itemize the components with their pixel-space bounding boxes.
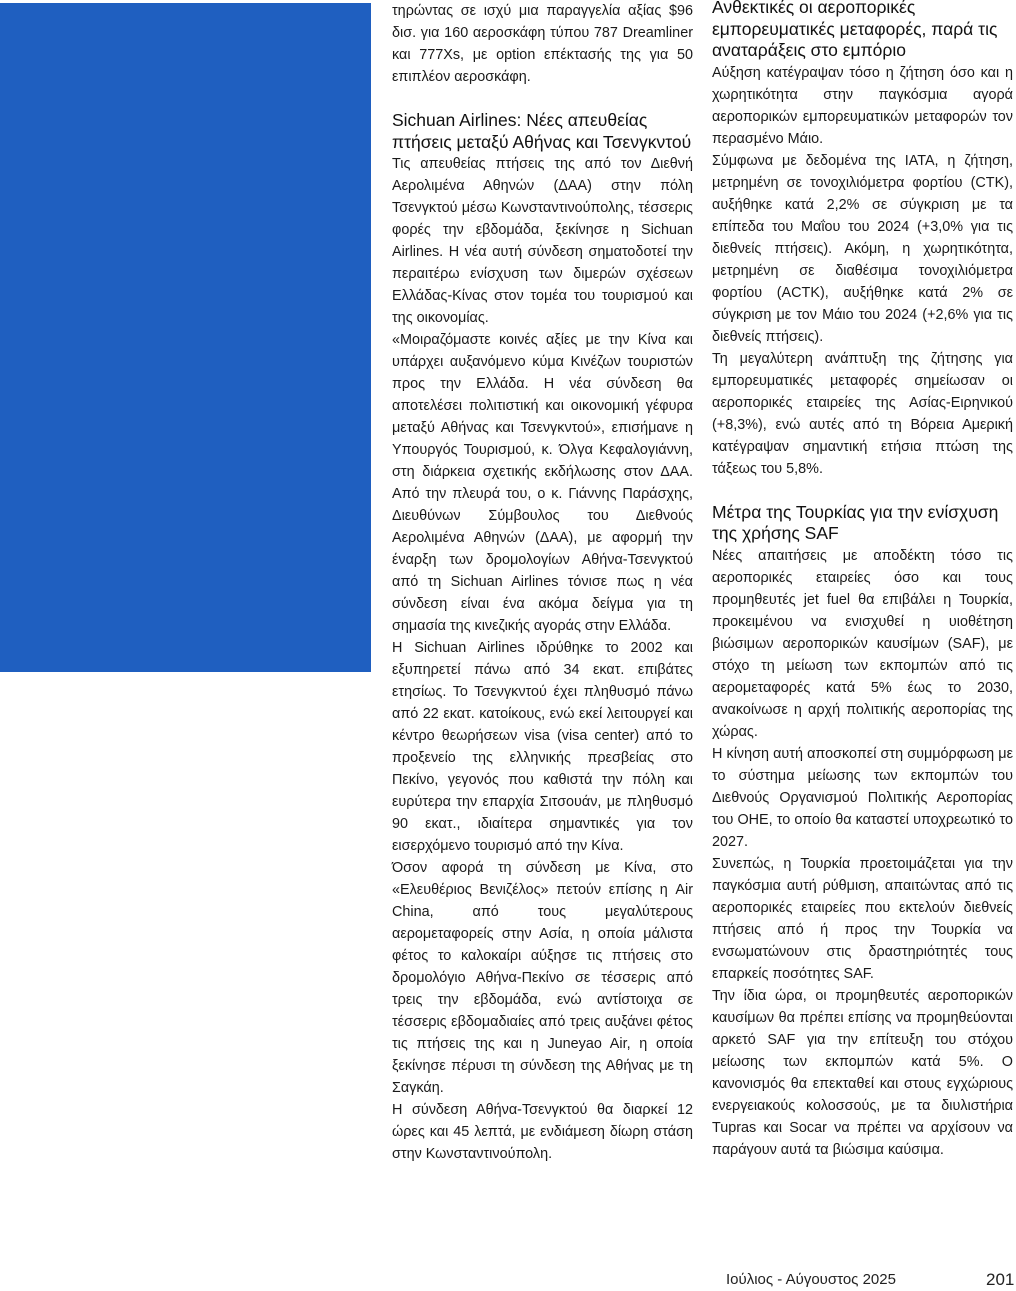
blue-image-panel (0, 3, 371, 672)
cargo-heading: Ανθεκτικές οι αεροπορικές εμπορευματικές μεταφορές, παρά τις αναταράξεις στο εμπόριο (712, 0, 998, 60)
body-paragraph: Τις απευθείας πτήσεις της από τον Διεθνή Αερολιμένα Αθηνών (ΔΑΑ) στην πόλη Τσενγκτού μέσω Κωνσταντινούπολης, τέσσερις φορές την εβδομάδα, ξεκίνησε η Sichuan Airlines. Η νέα αυτή σύνδεση σηματοδοτεί την περαιτέρω ενίσχυση των διμερών σχέσεων Ελλάδας-Κίνας στον τομέα του τουρισμού και της οικονομίας. (392, 156, 693, 326)
intro-paragraph: τηρώντας σε ισχύ μια παραγγελία αξίας $96 δισ. για 160 αεροσκάφη τύπου 787 Dreamliner και 777Xs, με option επέκτασής της για 50 επιπλέον αεροσκάφη. (392, 3, 693, 85)
page-number: 201 (986, 1270, 1015, 1289)
turkey-saf-heading: Μέτρα της Τουρκίας για την ενίσχυση της χρήσης SAF (712, 501, 999, 543)
body-paragraph: Σύμφωνα με δεδομένα της IATA, η ζήτηση, μετρημένη σε τονοχιλιόμετρα φορτίου (CTK), αυξήθηκε κατά 2,2% σε σύγκριση με τα επίπεδα του Μαΐου του 2024 (+3,0% για τις διεθνείς πτήσεις). Ακόμη, η χωρητικότητα, μετρημένη σε διαθέσιμα τονοχιλιόμετρα φορτίου (ACTK), αυξήθηκε κατά 2% σε σύγκριση με τον Μάιο του 2024 (+2,6% για τις διεθνείς πτήσεις). (712, 152, 1013, 345)
body-paragraph: Την ίδια ώρα, οι προμηθευτές αεροπορικών καυσίμων θα πρέπει επίσης να προμηθεύονται αρκετό SAF για την επίτευξη του στόχου μείωσης των εκπομπών κατά 5%. Ο κανονισμός θα επεκταθεί και στους εγχώριους ενεργειακούς κολοσσούς, με τα διυλιστήρια Tupras και Socar να πρέπει να αρχίσουν να παράγουν αυτά τα βιώσιμα καύσιμα. (712, 987, 1013, 1158)
body-paragraph: «Μοιραζόμαστε κοινές αξίες με την Κίνα και υπάρχει αυξανόμενο κύμα Κινέζων τουριστών προς την Ελλάδα. Η νέα σύνδεση θα αποτελέσει πολιτιστική και οικονομική γέφυρα μεταξύ Αθήνας και Τσενγκντού», επισήμανε η Υπουργός Τουρισμού, κ. Όλγα Κεφαλογιάννη, στη διάρκεια σχετικής εκδήλωσης στον ΔΑΑ. Από την πλευρά του, ο κ. Γιάννης Παράσχης, Διευθύνων Σύμβουλος του Διεθνούς Αερολιμένα Αθηνών (ΔΑΑ), με αφορμή την έναρξη των δρομολογίων Αθήνα-Τσενγκτού από τη Sichuan Airlines τόνισε πως η νέα σύνδεση είναι ένα ακόμα δείγμα για τη σημασία της κινεζικής αγοράς στην Ελλάδα. (392, 332, 693, 634)
body-paragraph: Η Sichuan Airlines ιδρύθηκε το 2002 και εξυπηρετεί πάνω από 34 εκατ. επιβάτες ετησίως. Το Τσενγκντού έχει πληθυσμό πάνω από 22 εκατ. κατοίκους, ενώ εκεί λειτουργεί και κέντρο θεωρήσεων visa (visa center) από το προξενείο της ελληνικής πρεσβείας στο Πεκίνο, γεγονός που καθιστά την πόλη και ευρύτερα την επαρχία Σιτσουάν, με πληθυσμό 90 εκατ., ιδιαίτερα σημαντικές για τον εισερχόμενο τουρισμό από την Κίνα. (392, 640, 693, 854)
article-column-right (712, 0, 1013, 1161)
body-paragraph: Η κίνηση αυτή αποσκοπεί στη συμμόρφωση με το σύστημα μείωσης των εκπομπών του Διεθνούς Οργανισμού Πολιτικής Αεροπορίας του ΟΗΕ, το οποίο θα καταστεί υποχρεωτικό το 2027. (712, 745, 1013, 850)
body-paragraph: Αύξηση κατέγραψαν τόσο η ζήτηση όσο και η χωρητικότητα στην παγκόσμια αγορά αεροπορικών εμπορευματικών μεταφορών τον περασμένο Μάιο. (712, 64, 1013, 147)
body-paragraph: Όσον αφορά τη σύνδεση με Κίνα, στο «Ελευθέριος Βενιζέλος» πετούν επίσης η Air China, από τους μεγαλύτερους αερομεταφορείς στην Ασία, η οποία μάλιστα φέτος το καλοκαίρι αύξησε τις πτήσεις στο δρομολόγιο Αθήνα-Πεκίνο σε τέσσερις από τρεις την εβδομάδα, ενώ αντίστοιχα σε τέσσερις εβδομαδιαίες από τρεις αυξάνει φέτος τις πτήσεις της και η Juneyao Air, η οποία ξεκίνησε πέρυσι τη σύνδεση της Αθήνας με τη Σαγκάη. (392, 860, 693, 1096)
article-column-left (392, 0, 693, 1165)
body-paragraph: Συνεπώς, η Τουρκία προετοιμάζεται για την παγκόσμια αυτή ρύθμιση, απαιτώντας από τις αεροπορικές εταιρείες που εκτελούν διεθνείς πτήσεις από ή προς την Τουρκία να ενσωματώνουν στις δραστηριότητές τους επαρκείς ποσότητες SAF. (712, 855, 1013, 982)
body-paragraph: Η σύνδεση Αθήνα-Τσενγκτού θα διαρκεί 12 ώρες και 45 λεπτά, με ενδιάμεση δίωρη στάση στην Κωνσταντινούπολη. (392, 1102, 693, 1162)
body-paragraph: Νέες απαιτήσεις με αποδέκτη τόσο τις αεροπορικές εταιρείες όσο και τους προμηθευτές jet fuel θα επιβάλει η Τουρκία, προκειμένου να ενισχυθεί η υιοθέτηση βιώσιμων αεροπορικών καυσίμων (SAF), με στόχο τη μείωση των εκπομπών από τις αερομεταφορές κατά 5% έως το 2030, ανακοίνωσε η αρχή πολιτικής αεροπορίας της χώρας. (712, 547, 1013, 740)
body-paragraph: Τη μεγαλύτερη ανάπτυξη της ζήτησης για εμπορευματικές μεταφορές σημείωσαν οι αεροπορικές εταιρείες της Ασίας-Ειρηνικού (+8,3%), ενώ αυτές από τη Βόρεια Αμερική κατέγραψαν σημαντική ετήσια πτώση της τάξεως του 5,8%. (712, 350, 1013, 477)
sichuan-heading: Sichuan Airlines: Νέες απευθείας πτήσεις μεταξύ Αθήνας και Τσενγκντού (392, 110, 692, 152)
issue-date: Ιούλιος - Αύγουστος 2025 (726, 1271, 896, 1288)
